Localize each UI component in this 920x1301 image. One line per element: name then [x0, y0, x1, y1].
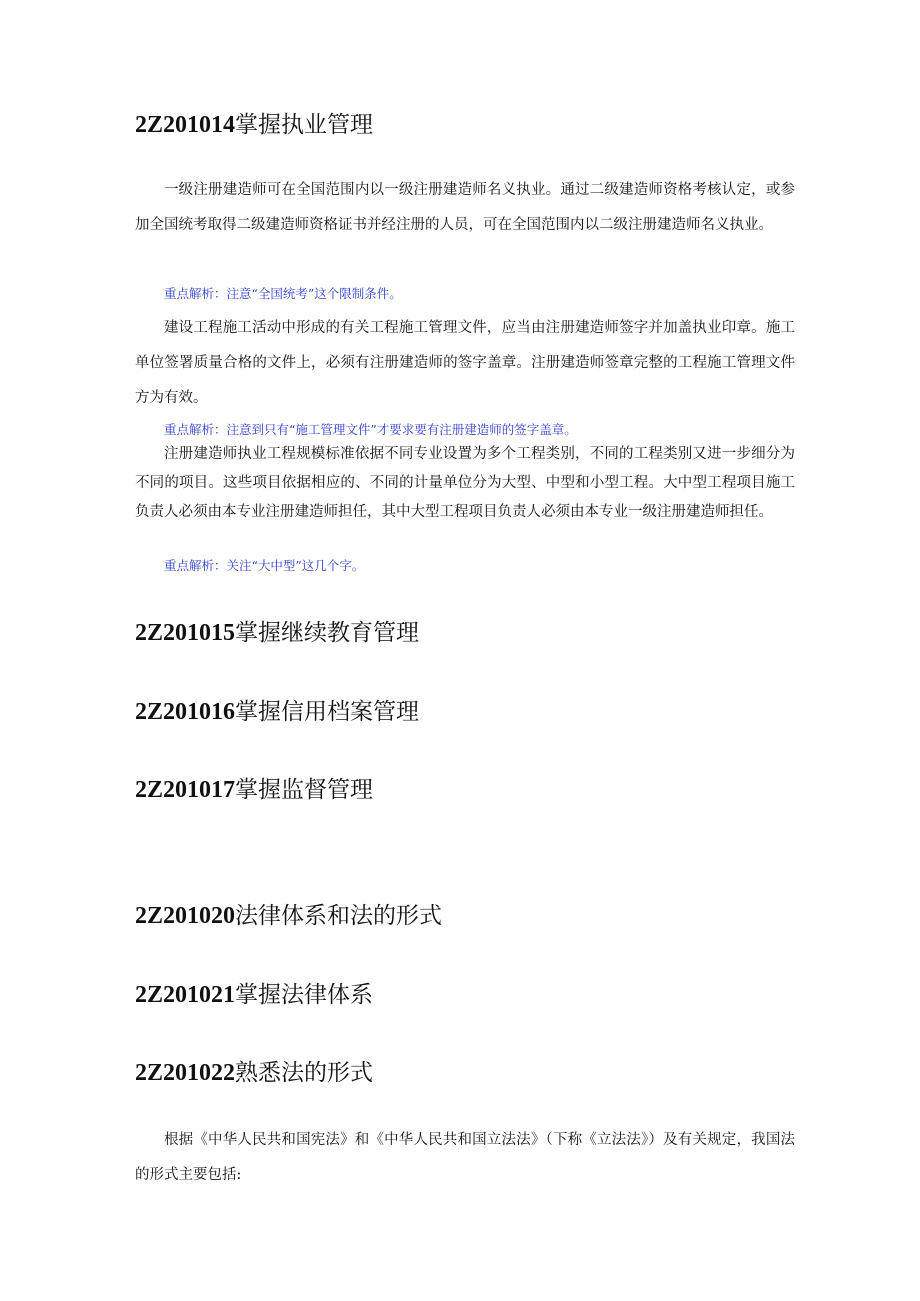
section-code: 2Z201014 [135, 112, 236, 138]
paragraph-practice-scope: 一级注册建造师可在全国范围内以一级注册建造师名义执业。通过二级建造师资格考核认定，或参加全国统考取得二级建造师资格证书并经注册的人员，可在全国范围内以二级注册建造师名义执业。 [135, 182, 795, 233]
section-heading-2z201021 [135, 980, 373, 1010]
section-code: 2Z201022 [135, 1060, 236, 1086]
section-heading-2z201014 [135, 110, 373, 140]
key-note-documents: 重点解析：注意到只有“施工管理文件”才要求要有注册建造师的签字盖章。 [164, 422, 577, 437]
section-title: 掌握继续教育管理 [235, 620, 420, 646]
section-title: 法律体系和法的形式 [235, 903, 443, 929]
section-title: 掌握信用档案管理 [235, 699, 420, 725]
section-heading-2z201022 [135, 1058, 373, 1088]
section-title: 掌握监督管理 [235, 777, 374, 803]
section-code: 2Z201017 [135, 777, 236, 803]
section-heading-2z201017 [135, 775, 373, 805]
paragraph-legal-forms: 根据《中华人民共和国宪法》和《中华人民共和国立法法》（下称《立法法》）及有关规定，我国法的形式主要包括: [135, 1132, 795, 1183]
section-title: 掌握法律体系 [235, 982, 374, 1008]
section-code: 2Z201016 [135, 699, 236, 725]
key-note-exam: 重点解析：注意“全国统考”这个限制条件。 [164, 286, 402, 301]
paragraph-project-scale: 注册建造师执业工程规模标准依据不同专业设置为多个工程类别，不同的工程类别又进一步细分为不同的项目。这些项目依据相应的、不同的计量单位分为大型、中型和小型工程。大中型工程项目施工负责人必须由本专业注册建造师担任，其中大型工程项目负责人必须由本专业一级注册建造师担任。 [135, 446, 795, 520]
section-heading-2z201015 [135, 618, 419, 648]
section-heading-2z201016 [135, 697, 419, 727]
section-code: 2Z201021 [135, 982, 236, 1008]
section-title: 熟悉法的形式 [235, 1060, 374, 1086]
key-note-scale: 重点解析：关注“大中型”这几个字。 [164, 558, 365, 573]
paragraph-signature: 建设工程施工活动中形成的有关工程施工管理文件，应当由注册建造师签字并加盖执业印章。施工单位签署质量合格的文件上，必须有注册建造师的签字盖章。注册建造师签章完整的工程施工管理文件方为有效。 [135, 320, 795, 406]
section-code: 2Z201020 [135, 903, 236, 929]
section-title: 掌握执业管理 [235, 112, 374, 138]
section-heading-2z201020 [135, 901, 442, 931]
section-code: 2Z201015 [135, 620, 236, 646]
